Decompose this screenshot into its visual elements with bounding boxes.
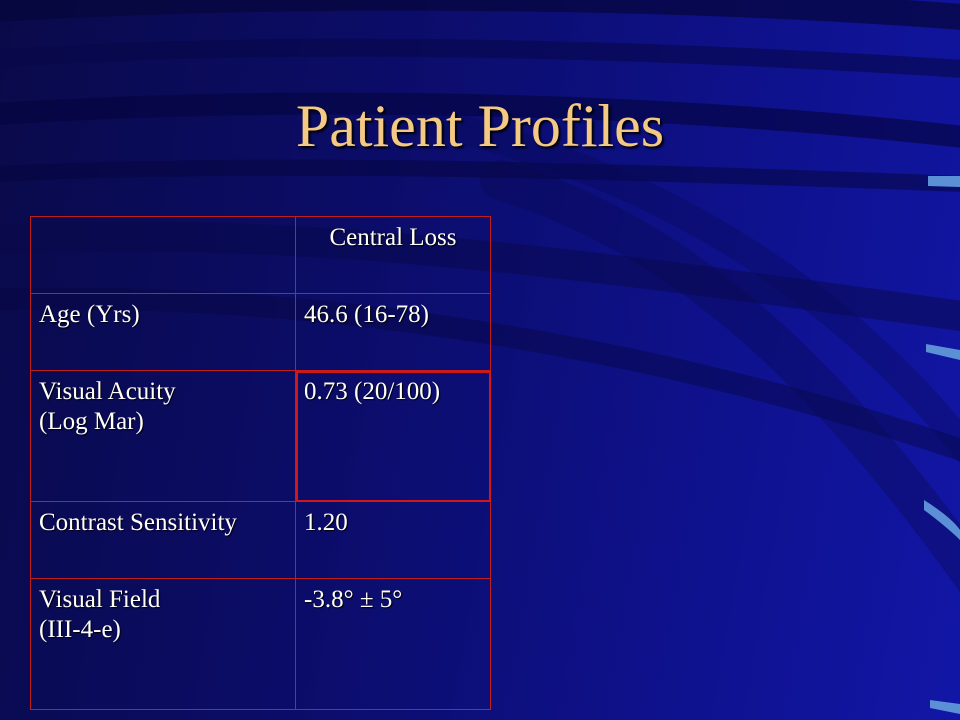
row-label-line: Visual Field	[39, 586, 161, 614]
row-label	[31, 294, 296, 371]
row-value: 1.20	[296, 502, 491, 579]
table-row	[31, 502, 491, 579]
row-value: -3.8° ± 5°	[296, 579, 491, 710]
row-label	[31, 502, 296, 579]
row-value: 0.73 (20/100)	[296, 371, 491, 502]
row-label	[31, 371, 296, 502]
row-value: 46.6 (16-78)	[296, 294, 491, 371]
row-label-line: (III-4-e)	[39, 616, 121, 644]
row-label-line: Contrast Sensitivity	[39, 509, 237, 537]
row-label-line: Visual Acuity	[39, 378, 176, 406]
table-row	[31, 371, 491, 502]
row-label	[31, 579, 296, 710]
header-central-loss: Central Loss	[296, 217, 491, 294]
patient-profile-table	[30, 216, 491, 710]
header-empty-cell	[31, 217, 296, 294]
row-label-line: (Log Mar)	[39, 408, 144, 436]
table-row	[31, 579, 491, 710]
slide-title: Patient Profiles	[295, 93, 665, 159]
table-row	[31, 294, 491, 371]
row-label-line: Age (Yrs)	[39, 301, 140, 329]
table-header-row	[31, 217, 491, 294]
